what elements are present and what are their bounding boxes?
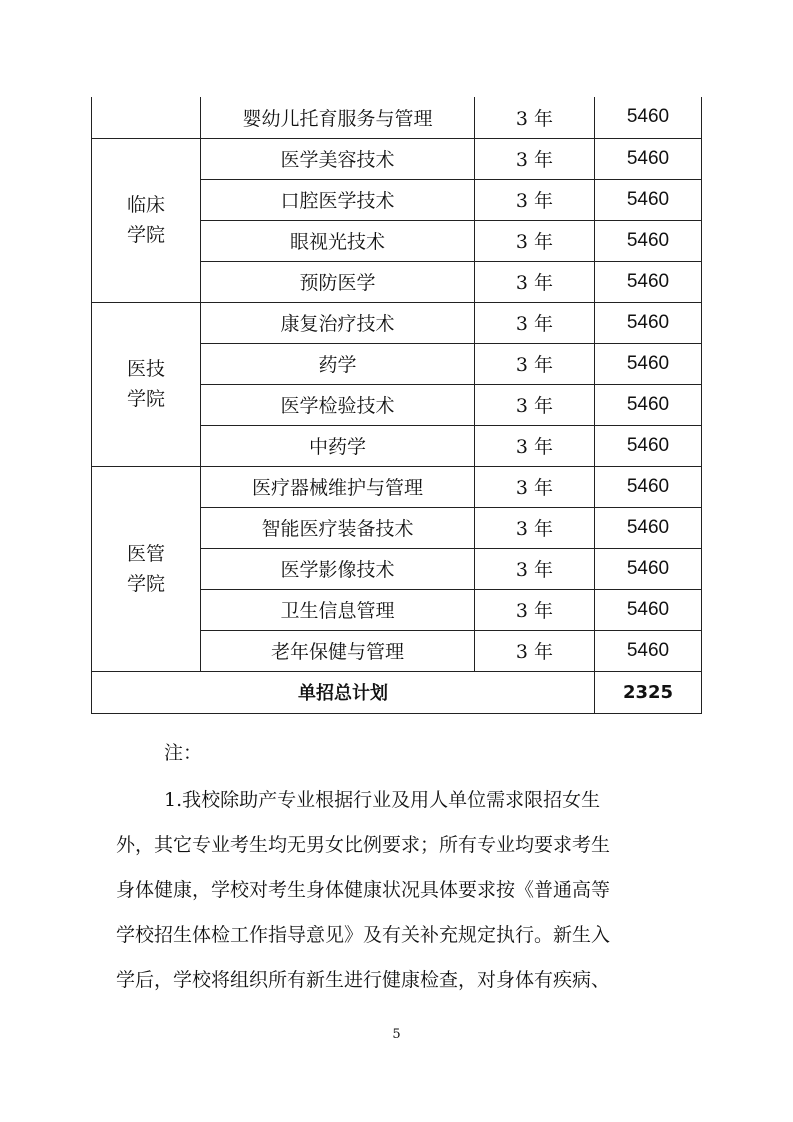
- dept-name-line: 学院: [126, 572, 165, 595]
- major-cell: 药学: [201, 343, 475, 384]
- notes-line: 身体健康，学校对考生身体健康状况具体要求按《普通高等: [116, 879, 611, 901]
- total-value: 2325: [595, 671, 702, 713]
- total-label: 单招总计划: [92, 671, 595, 713]
- fee-cell: 5460: [595, 548, 702, 589]
- major-cell: 口腔医学技术: [201, 179, 475, 220]
- major-cell: 婴幼儿托育服务与管理: [201, 97, 475, 138]
- fee-cell: 5460: [595, 384, 702, 425]
- fee-cell: 5460: [595, 220, 702, 261]
- dept-name-line: 医管: [126, 542, 165, 565]
- major-cell: 医学检验技术: [201, 384, 475, 425]
- years-cell: 3 年: [475, 261, 595, 302]
- years-cell: 3 年: [475, 302, 595, 343]
- dept-cell: [92, 466, 201, 671]
- notes-line: 1.我校除助产专业根据行业及用人单位需求限招女生: [164, 789, 601, 811]
- table-row: [92, 97, 702, 138]
- dept-cell: [92, 302, 201, 466]
- major-cell: 康复治疗技术: [201, 302, 475, 343]
- fee-cell: 5460: [595, 630, 702, 671]
- total-row: [92, 671, 702, 713]
- fee-cell: 5460: [595, 589, 702, 630]
- years-cell: 3 年: [475, 343, 595, 384]
- years-cell: 3 年: [475, 425, 595, 466]
- years-cell: 3 年: [475, 138, 595, 179]
- years-cell: 3 年: [475, 466, 595, 507]
- page-number: 5: [392, 1027, 401, 1042]
- fee-cell: 5460: [595, 466, 702, 507]
- fee-cell: 5460: [595, 507, 702, 548]
- years-cell: 3 年: [475, 179, 595, 220]
- years-cell: 3 年: [475, 97, 595, 138]
- dept-name-line: 临床: [126, 194, 165, 216]
- years-cell: 3 年: [475, 507, 595, 548]
- notes-line: 学后，学校将组织所有新生进行健康检查，对身体有疾病、: [116, 969, 611, 991]
- dept-name-line: 学院: [126, 388, 165, 410]
- major-cell: 卫生信息管理: [201, 589, 475, 630]
- fee-cell: 5460: [595, 302, 702, 343]
- enrollment-plan-table: [91, 97, 702, 714]
- fee-cell: 5460: [595, 261, 702, 302]
- notes-line: 外，其它专业考生均无男女比例要求；所有专业均要求考生: [116, 834, 611, 856]
- years-cell: 3 年: [475, 220, 595, 261]
- major-cell: 老年保健与管理: [201, 630, 475, 671]
- table-row: [92, 466, 702, 507]
- years-cell: 3 年: [475, 548, 595, 589]
- major-cell: 预防医学: [201, 261, 475, 302]
- years-cell: 3 年: [475, 589, 595, 630]
- major-cell: 眼视光技术: [201, 220, 475, 261]
- fee-cell: 5460: [595, 425, 702, 466]
- major-cell: 医学美容技术: [201, 138, 475, 179]
- major-cell: 中药学: [201, 425, 475, 466]
- years-cell: 3 年: [475, 630, 595, 671]
- table-row: [92, 302, 702, 343]
- major-cell: 智能医疗装备技术: [201, 507, 475, 548]
- major-cell: 医疗器械维护与管理: [201, 466, 475, 507]
- dept-name-line: 医技: [126, 358, 165, 380]
- years-cell: 3 年: [475, 384, 595, 425]
- fee-cell: 5460: [595, 179, 702, 220]
- notes-title: 注：: [164, 742, 203, 764]
- notes-line: 学校招生体检工作指导意见》及有关补充规定执行。新生入: [116, 924, 611, 946]
- fee-cell: 5460: [595, 343, 702, 384]
- dept-cell: [92, 138, 201, 302]
- dept-cell: [92, 97, 201, 138]
- dept-name-line: 学院: [126, 224, 165, 246]
- fee-cell: 5460: [595, 97, 702, 138]
- fee-cell: 5460: [595, 138, 702, 179]
- major-cell: 医学影像技术: [201, 548, 475, 589]
- table-row: [92, 138, 702, 179]
